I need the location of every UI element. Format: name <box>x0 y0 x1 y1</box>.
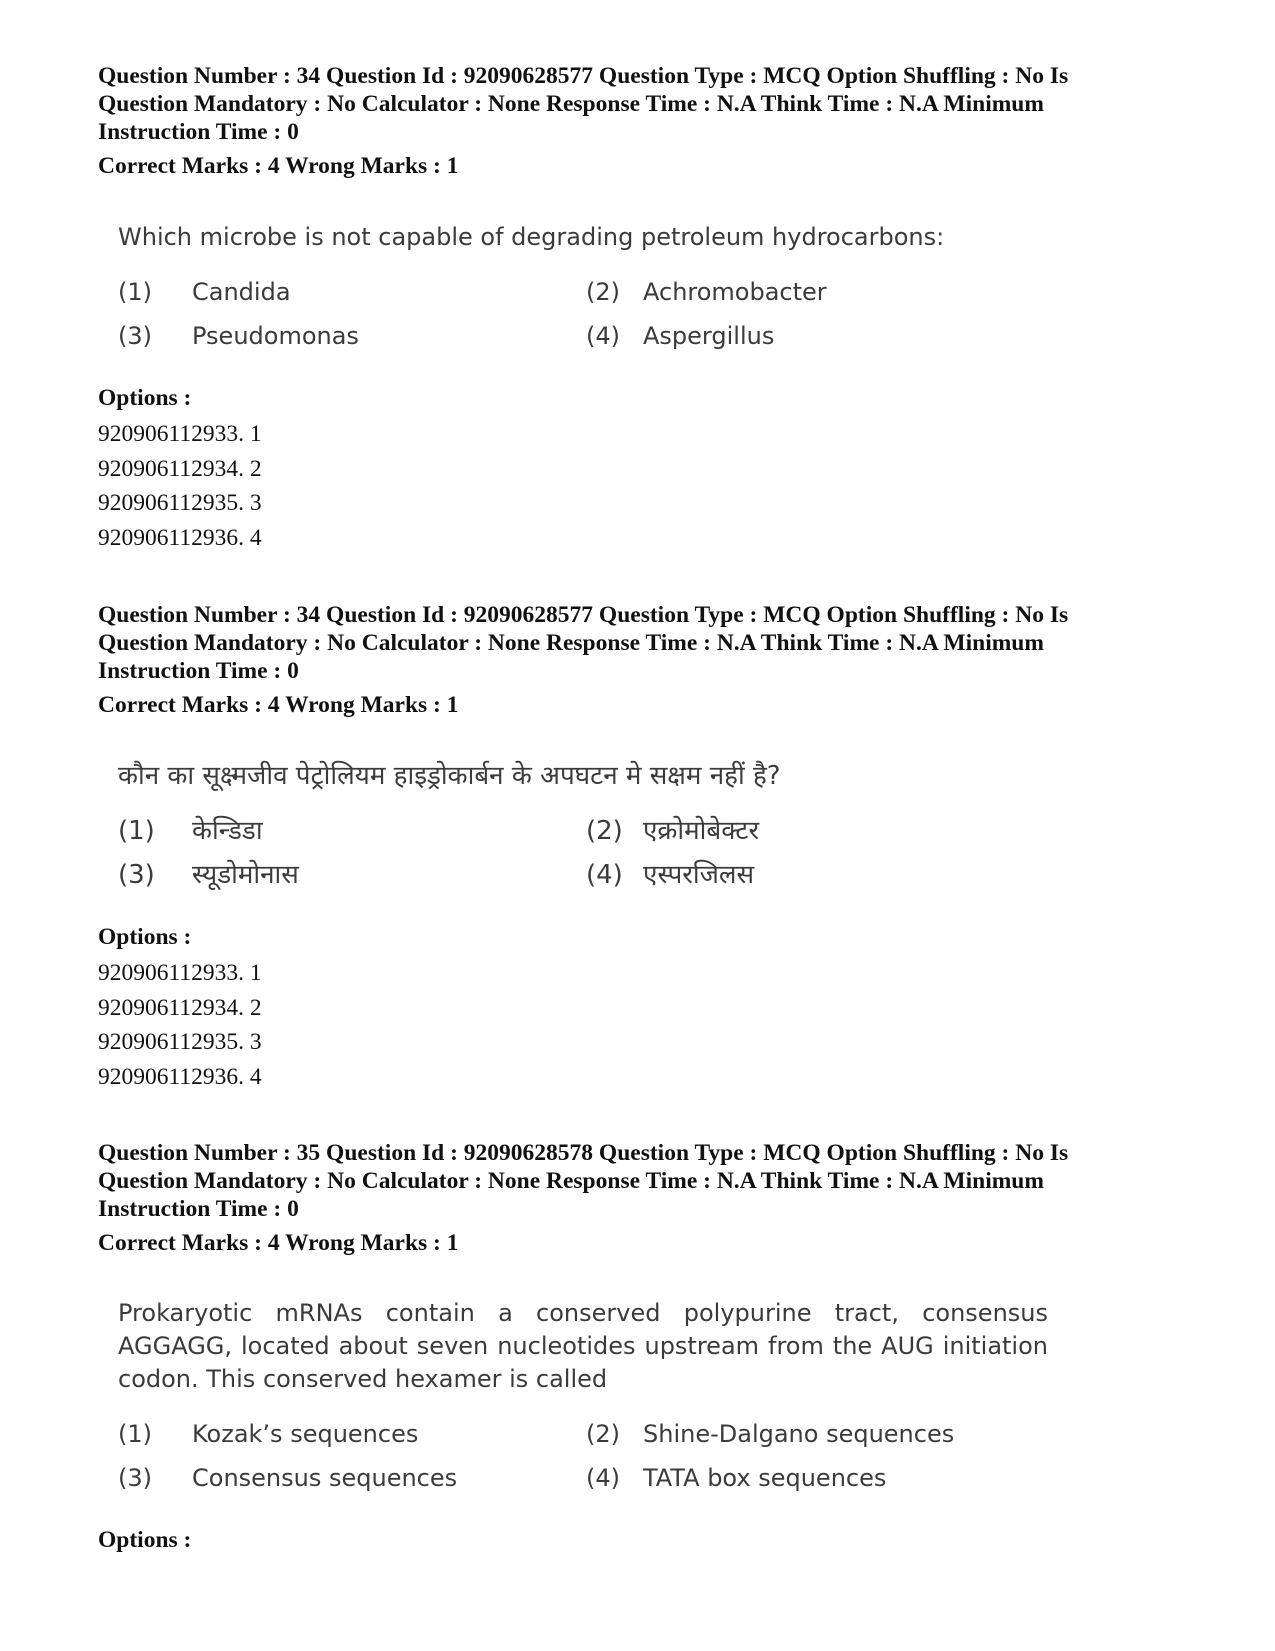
question-body <box>98 220 1178 352</box>
question-text: Which microbe is not capable of degrading petroleum hydrocarbons: <box>118 223 945 251</box>
question-block-2 <box>98 601 1178 1094</box>
choice-grid <box>118 276 1178 352</box>
choice-text: Aspergillus <box>643 322 775 350</box>
question-body <box>98 759 1178 891</box>
choice-text: Kozak’s sequences <box>192 1420 419 1448</box>
choice-number: (1) <box>118 816 155 846</box>
question-block-3 <box>98 1139 1178 1554</box>
marks-info: Correct Marks : 4 Wrong Marks : 1 <box>98 692 459 718</box>
option-id: 920906112934. 2 <box>98 994 262 1021</box>
option-id: 920906112933. 1 <box>98 960 262 986</box>
choice-text: Candida <box>192 278 291 306</box>
choice-text: TATA box sequences <box>643 1464 887 1492</box>
question-meta-line: Instruction Time : 0 <box>98 1196 299 1222</box>
choice-number: (2) <box>586 1420 620 1448</box>
option-id: 920906112935. 3 <box>98 1029 262 1055</box>
choice-number: (3) <box>118 1464 152 1492</box>
options-list <box>98 956 1178 1094</box>
question-meta-line: Instruction Time : 0 <box>98 119 299 145</box>
question-body <box>98 1297 1178 1494</box>
option-id: 920906112936. 4 <box>98 524 262 551</box>
question-meta-line: Question Number : 35 Question Id : 92090628578 Question Type : MCQ Option Shuffling : No Is <box>98 1140 1069 1166</box>
choice-text: एक्रोमोबेक्टर <box>643 816 760 846</box>
question-paper-page <box>98 62 1178 1554</box>
question-meta-line: Question Mandatory : No Calculator : None Response Time : N.A Think Time : N.A Minimum <box>98 91 1044 117</box>
options-heading: Options : <box>98 924 192 950</box>
question-text: Prokaryotic mRNAs contain a conserved polypurine tract, consensus AGGAGG, located about seven nucleotides upstream from the AUG initiation codon. This conserved hexamer is called <box>118 1299 1048 1393</box>
marks-info: Correct Marks : 4 Wrong Marks : 1 <box>98 1230 459 1256</box>
option-id: 920906112935. 3 <box>98 490 262 516</box>
choice-text: केन्डिडा <box>192 816 263 846</box>
choice-text: Achromobacter <box>643 278 827 306</box>
choice-text: स्यूडोमोनास <box>192 860 299 890</box>
question-meta <box>98 1139 1178 1223</box>
choice-number: (4) <box>586 860 623 890</box>
choice-number: (2) <box>586 278 620 306</box>
options-heading: Options : <box>98 385 192 411</box>
marks-info: Correct Marks : 4 Wrong Marks : 1 <box>98 153 459 179</box>
choice-text: Consensus sequences <box>192 1464 458 1492</box>
question-meta-line: Question Number : 34 Question Id : 92090628577 Question Type : MCQ Option Shuffling : No Is <box>98 63 1069 89</box>
choice-number: (4) <box>586 1464 620 1492</box>
question-meta-line: Instruction Time : 0 <box>98 658 299 684</box>
choice-number: (1) <box>118 1420 152 1448</box>
options-list <box>98 417 1178 555</box>
choice-grid <box>118 1418 1178 1494</box>
question-meta <box>98 62 1178 146</box>
question-meta <box>98 601 1178 685</box>
question-meta-line: Question Mandatory : No Calculator : None Response Time : N.A Think Time : N.A Minimum <box>98 630 1044 656</box>
choice-text: Shine-Dalgano sequences <box>643 1420 955 1448</box>
block-spacer <box>98 555 1178 601</box>
choice-number: (2) <box>586 816 623 846</box>
block-spacer <box>98 1094 1178 1139</box>
choice-number: (1) <box>118 278 152 306</box>
choice-grid <box>118 815 1178 891</box>
option-id: 920906112933. 1 <box>98 421 262 447</box>
options-heading: Options : <box>98 1527 192 1553</box>
question-meta-line: Question Number : 34 Question Id : 92090628577 Question Type : MCQ Option Shuffling : No Is <box>98 602 1069 628</box>
choice-number: (3) <box>118 322 152 350</box>
choice-number: (4) <box>586 322 620 350</box>
choice-number: (3) <box>118 860 155 890</box>
question-block-1 <box>98 62 1178 555</box>
choice-text: एस्परजिलस <box>643 860 755 890</box>
question-meta-line: Question Mandatory : No Calculator : None Response Time : N.A Think Time : N.A Minimum <box>98 1168 1044 1194</box>
choice-text: Pseudomonas <box>192 322 359 350</box>
option-id: 920906112936. 4 <box>98 1063 262 1090</box>
question-text: कौन का सूक्ष्मजीव पेट्रोलियम हाइड्रोकार्बन के अपघटन मे सक्षम नहीं है? <box>118 761 781 791</box>
option-id: 920906112934. 2 <box>98 455 262 482</box>
